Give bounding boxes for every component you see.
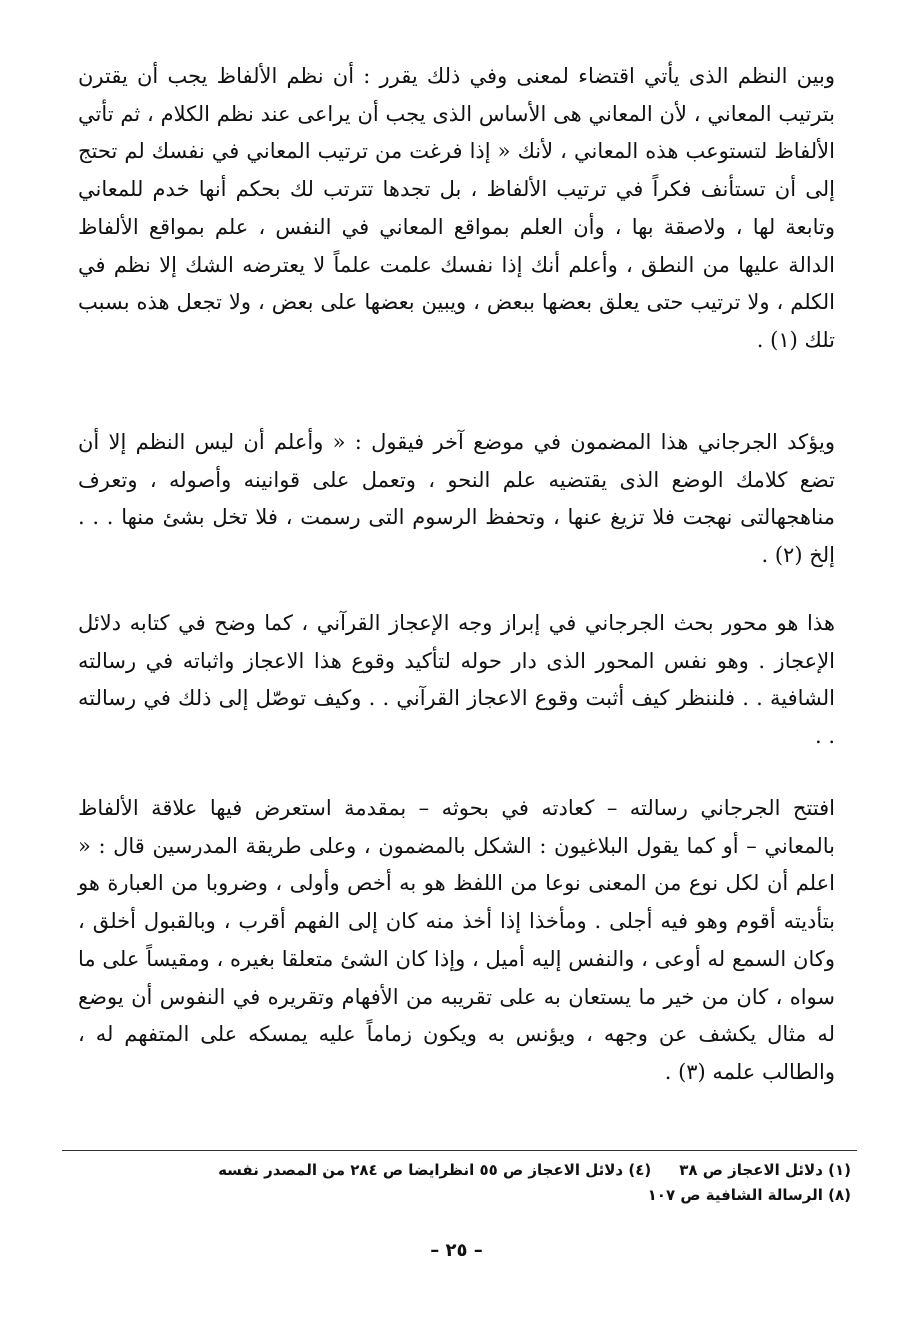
footnote-4: (٤) دلائل الاعجاز ص ٥٥ انظرايضا ص ٢٨٤ من المصدر نفسه	[218, 1161, 652, 1179]
footnote-row	[56, 1158, 851, 1183]
footnote-1: (١) دلائل الاعجاز ص ٣٨	[679, 1161, 851, 1179]
paragraph-3: هذا هو محور بحث الجرجاني في إبراز وجه الإعجاز القرآني ، كما وضح في كتابه دلائل الإعجاز . وهو نفس المحور الذى دار حوله لتأكيد وقوع هذا الاعجاز واثباته في رسالته الشافية . . فلننظر كيف أثبت وقوع الاعجاز القرآني . . وكيف توصّل إلى ذلك في رسالته . .	[78, 611, 835, 749]
footnote-divider	[62, 1150, 857, 1151]
paragraph-2: ويؤكد الجرجاني هذا المضمون في موضع آخر فيقول : « وأعلم أن ليس النظم إلا أن تضع كلامك الوضع الذى يقتضيه علم النحو ، وتعمل على قوانينه وأصوله ، وتعرف مناهجهالتى نهجت فلا تزيغ عنها ، وتحفظ الرسوم التى رسمت ، فلا تخل بشئ منها . . . إلخ (٢) .	[78, 430, 835, 568]
paragraph-4: افتتح الجرجاني رسالته – كعادته في بحوثه – بمقدمة استعرض فيها علاقة الألفاظ بالمعاني – أو كما يقول البلاغيون : الشكل بالمضمون ، وعلى طريقة المدرسين قال : « اعلم أن لكل نوع من المعنى نوعا من اللفظ هو به أخص وأولى ، وضروبا من العبارة هو بتأديته أقوم وهو فيه أجلى . ومأخذا إذا أخذ منه كان إلى الفهم أقرب ، وبالقبول أخلق ، وكان السمع له أوعى ، والنفس إليه أميل ، وإذا كان الشئ متعلقا بغيره ، ومقيساً على ما سواه ، كان من خير ما يستعان به على تقريبه من الأفهام وتقريره في النفوس أن يوضع له مثال يكشف عن وجهه ، ويؤنس به ويكون زماماً عليه يمسكه على المتفهم له ، والطالب علمه (٣) .	[78, 796, 835, 1084]
page-number: – ٢٥ –	[430, 1240, 483, 1261]
footnotes	[56, 1158, 851, 1208]
footnote-2: (٨) الرسالة الشافية ص ١٠٧	[647, 1186, 851, 1204]
paragraph-1: وبين النظم الذى يأتي اقتضاء لمعنى وفي ذلك يقرر : أن نظم الألفاظ يجب أن يقترن بترتيب المعاني ، لأن المعاني هى الأساس الذى يجب أن يراعى عند نظم الكلام ، ثم تأتي الألفاظ لتستوعب هذه المعاني ، لأنك « إذا فرغت من ترتيب المعاني في نفسك لم تحتج إلى أن تستأنف فكراً في ترتيب الألفاظ ، بل تجدها تترتب لك بحكم أنها خدم للمعاني وتابعة لها ، ولاصقة بها ، وأن العلم بمواقع المعاني في النفس ، علم بمواقع الألفاظ الدالة عليها من النطق ، وأعلم أنك إذا نفسك علمت علماً لا يعترضه الشك إلا نظم في الكلم ، ولا ترتيب حتى يعلق بعضها ببعض ، ويبين بعضها على بعض ، ولا تجعل هذه بسبب تلك (١) .	[78, 64, 835, 352]
footnote-row	[56, 1183, 851, 1208]
